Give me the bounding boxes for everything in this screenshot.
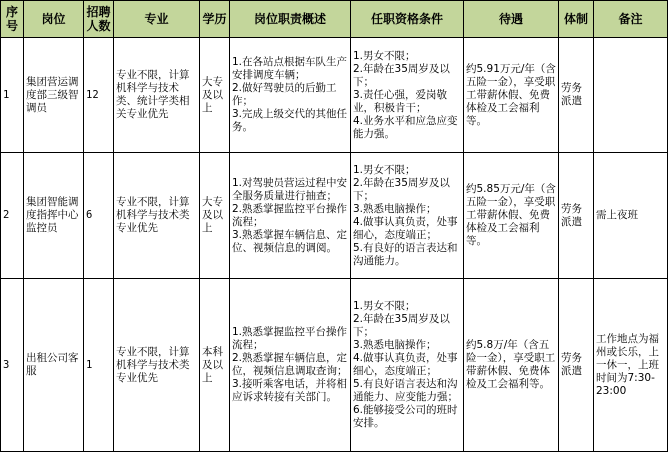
- header-row: [1, 1, 668, 38]
- remark: 工作地点为福州或长乐，上一休一，上班时间为7:30-23:00: [594, 279, 668, 452]
- major-requirement: 专业不限，计算机科学与技术类、统计学类相关专业优先: [114, 38, 200, 153]
- education-requirement: 大专及以上: [200, 38, 230, 153]
- position-name: 集团智能调度指挥中心监控员: [24, 153, 84, 279]
- qualification-item: 2.年龄在35周岁及以下；: [353, 313, 450, 338]
- qualification-item: 4.做事认真负责，处事细心，态度端正；: [353, 215, 458, 241]
- major-requirement: 专业不限，计算机科学与技术类专业优先: [114, 153, 200, 279]
- remark: 需上夜班: [594, 153, 668, 279]
- header-education: 学历: [200, 1, 230, 38]
- qualification-item: 3.熟悉电脑操作；: [353, 202, 437, 215]
- duties-cell: [230, 279, 351, 452]
- education-requirement: 本科及以上: [200, 279, 230, 452]
- duty-item: 3.接听乘客电话，并将相应诉求转接有关部门。: [232, 378, 348, 403]
- header-no: 序号: [1, 1, 24, 38]
- header-count: 招聘人数: [84, 1, 114, 38]
- qualification-item: 3.责任心强，爱岗敬业，积极肯干；: [353, 88, 448, 114]
- header-duties: 岗位职责概述: [230, 1, 351, 38]
- table-row: [1, 38, 668, 153]
- qualification-item: 4.做事认真负责，处事细心，态度端正；: [353, 352, 458, 377]
- education-requirement: 大专及以上: [200, 153, 230, 279]
- duties-cell: [230, 153, 351, 279]
- qualifications-cell: [351, 153, 464, 279]
- hire-count: 6: [84, 153, 114, 279]
- position-name: 出租公司客服: [24, 279, 84, 452]
- employment-system: 劳务派遣: [559, 153, 594, 279]
- duty-item: 3.熟悉掌握车辆信息、定位、视频信息的调阅。: [232, 228, 348, 254]
- treatment: 约5.8万/年（含五险一金），享受职工带薪休假、免费体检及工会福利等。: [464, 279, 559, 452]
- qualification-item: 2.年龄在35周岁及以下；: [353, 176, 450, 202]
- treatment: 约5.91万元/年（含五险一金），享受职工带薪休假、免费体检及工会福利等。: [464, 38, 559, 153]
- header-position: 岗位: [24, 1, 84, 38]
- major-requirement: 专业不限，计算机科学与技术类专业优先: [114, 279, 200, 452]
- qualification-item: 6.能够接受公司的班时安排。: [353, 404, 458, 429]
- qualification-item: 5.有良好语言表达和沟通能力、应变能力强；: [353, 378, 458, 403]
- duty-item: 3.完成上级交代的其他任务。: [232, 108, 348, 133]
- qualification-item: 2.年龄在35周岁及以下；: [353, 62, 450, 88]
- qualification-item: 1.男女不限；: [353, 49, 416, 62]
- position-name: 集团营运调度部三级智调员: [24, 38, 84, 153]
- header-qualifications: 任职资格条件: [351, 1, 464, 38]
- header-system: 体制: [559, 1, 594, 38]
- employment-system: 劳务派遣: [559, 38, 594, 153]
- header-major: 专业: [114, 1, 200, 38]
- qualifications-cell: [351, 38, 464, 153]
- row-number: 3: [1, 279, 24, 452]
- table-row: [1, 279, 668, 452]
- table-row: [1, 153, 668, 279]
- qualification-item: 4.业务水平和应急应变能力强。: [353, 114, 458, 140]
- qualifications-cell: [351, 279, 464, 452]
- row-number: 1: [1, 38, 24, 153]
- treatment: 约5.85万元/年（含五险一金），享受职工带薪休假、免费体检及工会福利等。: [464, 153, 559, 279]
- duty-item: 1.熟悉掌握监控平台操作流程；: [232, 326, 348, 351]
- row-number: 2: [1, 153, 24, 279]
- employment-system: 劳务派遣: [559, 279, 594, 452]
- qualification-item: 1.男女不限；: [353, 163, 416, 176]
- duty-item: 2.熟悉掌握车辆信息，定位，视频信息调取查询；: [232, 352, 348, 377]
- hire-count: 1: [84, 279, 114, 452]
- header-treatment: 待遇: [464, 1, 559, 38]
- hire-count: 12: [84, 38, 114, 153]
- qualification-item: 3.熟悉电脑操作；: [353, 339, 437, 351]
- remark: [594, 38, 668, 153]
- duty-item: 2.熟悉掌握监控平台操作流程；: [232, 202, 348, 228]
- header-remark: 备注: [594, 1, 668, 38]
- duty-item: 1.对驾驶员营运过程中安全服务质量进行抽查；: [232, 176, 348, 202]
- qualification-item: 1.男女不限；: [353, 300, 416, 312]
- qualification-item: 5.有良好的语言表达和沟通能力。: [353, 241, 458, 267]
- duty-item: 1.在各站点根据车队生产安排调度车辆；: [232, 56, 348, 81]
- duty-item: 2.做好驾驶员的后勤工作；: [232, 82, 337, 107]
- duties-cell: [230, 38, 351, 153]
